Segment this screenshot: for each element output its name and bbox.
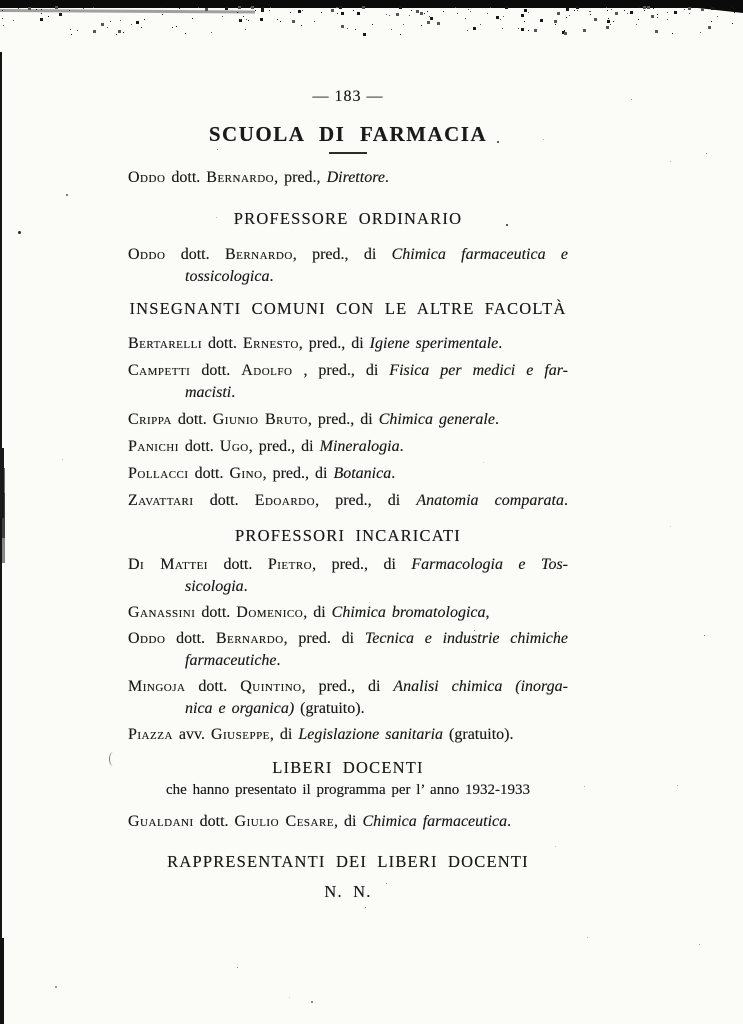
- text-run: Domenico: [236, 604, 304, 621]
- entry: [128, 463, 568, 485]
- text-run: Crippa: [128, 411, 172, 428]
- text-run: , pred., di: [315, 492, 417, 509]
- text-run: .: [243, 578, 248, 595]
- text-run: dott.: [165, 630, 216, 647]
- text-run: nica e organica): [185, 700, 295, 717]
- text-run: , pred., di: [298, 335, 370, 352]
- text-run: Chimica bromatologica: [331, 604, 486, 621]
- entry: [128, 490, 568, 512]
- text-run: Panichi: [128, 438, 179, 455]
- scan-top-right-wedge: [688, 0, 743, 13]
- entry-line: [128, 724, 568, 746]
- entry-line: [128, 628, 568, 650]
- text-run: dott.: [202, 335, 243, 352]
- entry-line: [128, 244, 568, 266]
- text-run: Bernardo: [206, 169, 275, 186]
- text-run: Analisi chimica (inorga-: [393, 678, 568, 695]
- liberi-docenti-entries: [128, 811, 568, 833]
- text-run: Tecnica e industrie chimiche: [364, 630, 569, 647]
- text-run: .: [269, 268, 274, 285]
- text-run: Piazza: [128, 726, 173, 743]
- text-run: ,: [485, 604, 490, 621]
- rappresentanti-value: N. N.: [324, 882, 372, 901]
- text-run: Direttore: [326, 169, 385, 186]
- heading-professori-incaricati: PROFESSORI INCARICATI: [235, 526, 461, 545]
- text-run: Mingoja: [128, 678, 186, 695]
- text-run: Gualdani: [128, 813, 194, 830]
- text-run: Giunio Bruto: [212, 411, 308, 428]
- text-run: , pred.,: [274, 169, 327, 186]
- entry-line: [128, 360, 568, 382]
- text-run: dott.: [165, 169, 207, 186]
- scan-artifact-dot: [18, 231, 21, 234]
- text-run: , di: [334, 813, 363, 830]
- heading-rappresentanti: RAPPRESENTANTI DEI LIBERI DOCENTI: [167, 852, 529, 871]
- text-run: , di: [303, 604, 332, 621]
- text-run: farmaceutiche: [185, 652, 277, 669]
- text-run: , pred., di: [292, 362, 390, 379]
- text-run: , di: [269, 726, 299, 743]
- text-run: , pred. di: [283, 630, 365, 647]
- text-run: dott.: [165, 246, 225, 263]
- text-run: Botanica: [333, 465, 392, 482]
- entry: [128, 436, 568, 458]
- text-run: dott.: [193, 492, 255, 509]
- heading-professore-ordinario: PROFESSORE ORDINARIO: [233, 209, 463, 228]
- text-run: , pred., di: [292, 246, 392, 263]
- entry-line: [128, 382, 568, 404]
- text-run: dott.: [193, 813, 235, 830]
- text-run: Bernardo: [224, 246, 293, 263]
- text-run: Chimica generale: [378, 411, 495, 428]
- entry: [128, 244, 568, 288]
- text-run: Quintino: [240, 678, 302, 695]
- entry-line: [128, 436, 568, 458]
- text-run: Oddo: [128, 630, 166, 647]
- entry: [128, 602, 568, 624]
- text-run: .: [494, 411, 499, 428]
- entry: [128, 554, 568, 598]
- text-run: Bernardo: [215, 630, 284, 647]
- text-run: Legislazione sanitaria: [298, 726, 444, 743]
- text-run: Oddo: [128, 246, 166, 263]
- scan-artifact-paren: [109, 752, 117, 766]
- heading-insegnanti-comuni: INSEGNANTI COMUNI CON LE ALTRE FACOLTÀ: [129, 299, 567, 318]
- entry: [128, 167, 568, 189]
- text-run: dott.: [178, 438, 220, 455]
- scan-noise-speckles: [0, 0, 1, 1]
- text-run: Campetti: [128, 362, 191, 379]
- text-run: Giulio Cesare: [234, 813, 335, 830]
- text-run: .: [391, 465, 396, 482]
- entry-line: [128, 490, 568, 512]
- liberi-docenti-note: che hanno presentato il programma per l’ anno 1932-1933: [166, 782, 530, 798]
- scan-artifact-dot: [66, 194, 68, 196]
- text-run: Igiene sperimentale: [369, 335, 499, 352]
- text-run: Bertarelli: [128, 335, 203, 352]
- entry-line: [128, 650, 568, 672]
- entry-line: [128, 676, 568, 698]
- text-run: Oddo: [128, 169, 166, 186]
- text-run: .: [399, 438, 404, 455]
- text-run: .: [507, 813, 512, 830]
- text-run: , pred., di: [307, 411, 379, 428]
- text-run: , pred., di: [312, 556, 412, 573]
- text-run: dott.: [190, 362, 242, 379]
- scan-left-edge-line: [0, 52, 2, 1024]
- text-run: avv.: [172, 726, 211, 743]
- entry: [128, 333, 568, 355]
- text-run: dott.: [171, 411, 213, 428]
- text-run: Ernesto: [242, 335, 299, 352]
- entry-line: [128, 811, 568, 833]
- text-run: Fisica per medici e far-: [389, 362, 569, 379]
- entry-line: [128, 333, 568, 355]
- entry-line: [128, 463, 568, 485]
- text-run: Zavattari: [128, 492, 194, 509]
- text-run: Mineralogia: [319, 438, 400, 455]
- text-run: .: [498, 335, 503, 352]
- text-run: Giuseppe: [210, 726, 270, 743]
- text-run: (gratuito).: [294, 700, 365, 717]
- text-run: .: [276, 652, 281, 669]
- text-run: Farmacologia e Tos-: [411, 556, 568, 573]
- text-run: .: [384, 169, 389, 186]
- text-run: Ugo: [219, 438, 249, 455]
- text-run: (gratuito).: [443, 726, 514, 743]
- entry: [128, 811, 568, 833]
- scan-left-edge-blob: [0, 448, 4, 518]
- entry: [128, 628, 568, 672]
- text-run: , pred., di: [248, 438, 320, 455]
- text-run: Anatomia comparata: [416, 492, 565, 509]
- text-run: dott.: [207, 556, 268, 573]
- entry-line: [128, 167, 568, 189]
- text-run: Chimica farmaceutica e: [391, 246, 569, 263]
- entry: [128, 676, 568, 720]
- page-number: — 183 —: [312, 88, 384, 105]
- text-run: .: [231, 384, 236, 401]
- text-run: , pred., di: [262, 465, 334, 482]
- professore-ordinario-entries: [128, 244, 568, 288]
- entry: [128, 409, 568, 431]
- entry-line: [128, 409, 568, 431]
- entry-line: [128, 576, 568, 598]
- text-run: Di Mattei: [128, 556, 208, 573]
- text-run: , pred., di: [301, 678, 394, 695]
- text-run: dott.: [195, 604, 237, 621]
- entry: [128, 724, 568, 746]
- text-run: Pollacci: [128, 465, 189, 482]
- text-run: .: [564, 492, 569, 509]
- title-rule: [329, 152, 367, 154]
- text-run: Ganassini: [128, 604, 196, 621]
- text-run: Pietro: [267, 556, 313, 573]
- director-line: [128, 167, 568, 189]
- text-run: Edoardo: [254, 492, 316, 509]
- page-title: SCUOLA DI FARMACIA: [208, 122, 488, 146]
- text-run: dott.: [185, 678, 241, 695]
- entry-line: [128, 554, 568, 576]
- scan-left-edge-bottom: [0, 938, 4, 1024]
- page-content: [128, 88, 568, 902]
- text-run: sicologia: [185, 578, 244, 595]
- text-run: dott.: [188, 465, 230, 482]
- entry-line: [128, 602, 568, 624]
- heading-liberi-docenti: LIBERI DOCENTI: [272, 758, 424, 777]
- entry-line: [128, 266, 568, 288]
- text-run: Gino: [229, 465, 263, 482]
- text-run: macisti: [185, 384, 232, 401]
- scan-gray-smear: [0, 9, 255, 14]
- scan-artifact-dot: [55, 986, 57, 988]
- entry-line: [128, 698, 568, 720]
- incaricati-entries: [128, 554, 568, 746]
- text-run: tossicologica: [185, 268, 270, 285]
- entry: [128, 360, 568, 404]
- insegnanti-entries: [128, 333, 568, 512]
- text-run: Chimica farmaceutica: [362, 813, 508, 830]
- scan-artifact-dot: [311, 1001, 313, 1003]
- text-run: Adolfo: [241, 362, 293, 379]
- scan-top-band: [0, 0, 743, 8]
